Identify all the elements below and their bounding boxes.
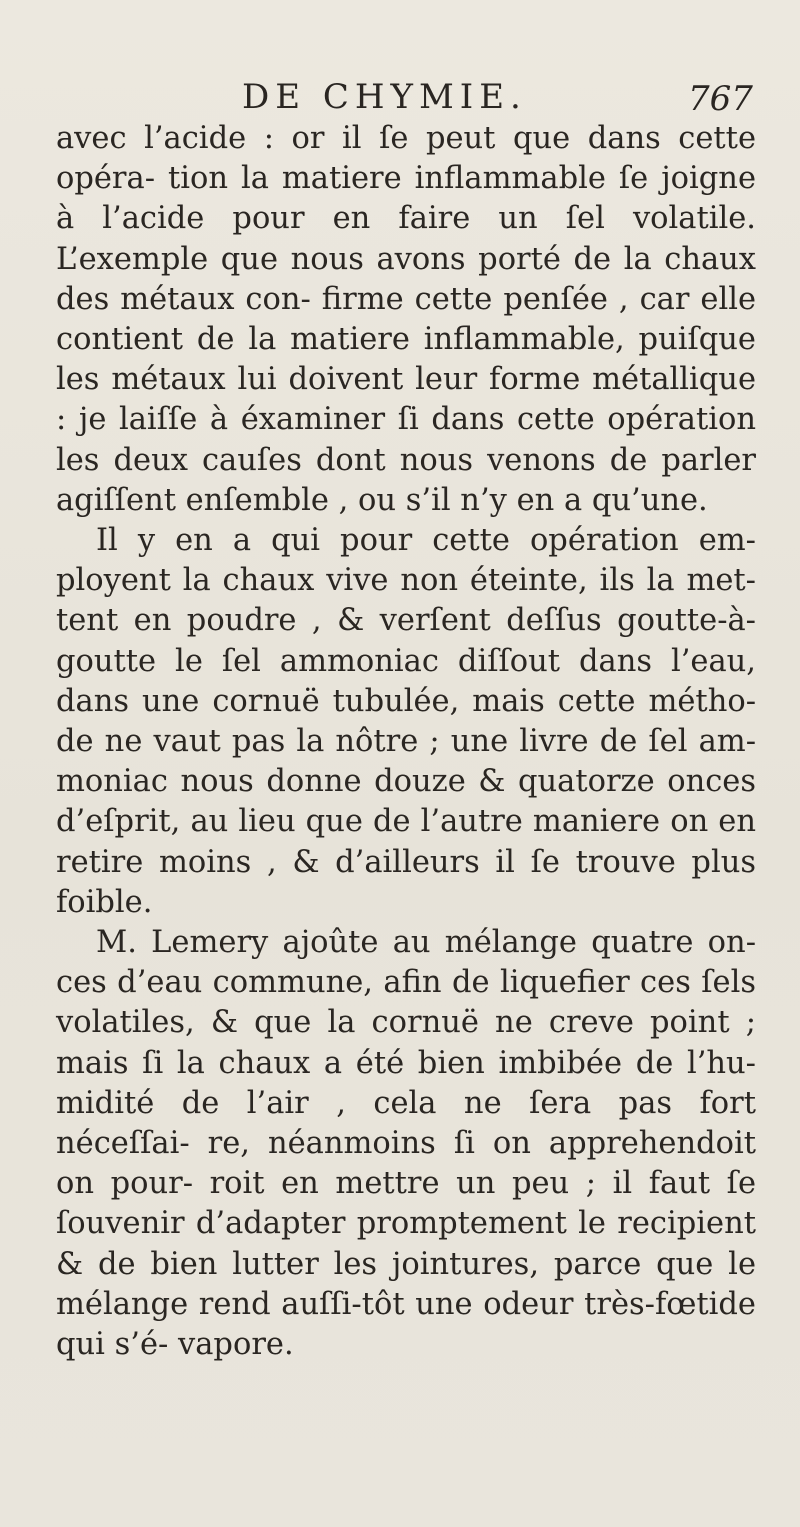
running-title: DE CHYMIE. (242, 77, 527, 117)
page-number: 767 (688, 79, 753, 119)
paragraph-chaux-vive: Il y en a qui pour cette opération em- ployent la chaux vive non éteinte, ils la met- tent en poudre , & verſent deſſus goutte-à- goutte le ſel ammoniac diſſout dans l’eau, dans une cornuë tubulée, mais cette métho- de ne vaut pas la nôtre ; une livre de ſel am- moniac nous donne douze & quatorze onces d’eſprit, au lieu que de l’autre maniere on en retire moins , & d’ailleurs il ſe trouve plus foible. (56, 523, 756, 920)
page-header (0, 75, 800, 119)
body-text (56, 119, 756, 1365)
paragraph-lemery: M. Lemery ajoûte au mélange quatre on- ces d’eau commune, afin de liquefier ces ſels volatiles, & que la cornuë ne creve point ; mais ſi la chaux a été bien imbibée de l’hu- midité de l’air , cela ne ſera pas fort néceſſai- re, néanmoins ſi on apprehendoit on pour- roit en mettre un peu ; il faut ſe ſouvenir d’adapter promptement le recipient & de bien lutter les jointures, parce que le mélange rend auſſi-tôt une odeur très-fœtide qui s’é- vapore. (56, 925, 756, 1363)
paragraph-continuation: avec l’acide : or il ſe peut que dans cette opéra- tion la matiere inflammable ſe joigne à l’acide pour en faire un ſel volatile. L’exemple que nous avons porté de la chaux des métaux con- firme cette penſée , car elle contient de la matiere inflammable, puiſque les métaux lui doivent leur forme métallique : je laiſſe à éxaminer ſi dans cette opération les deux cauſes dont nous venons de parler agiſſent enſemble , ou s’il n’y en a qu’une. (56, 121, 756, 518)
